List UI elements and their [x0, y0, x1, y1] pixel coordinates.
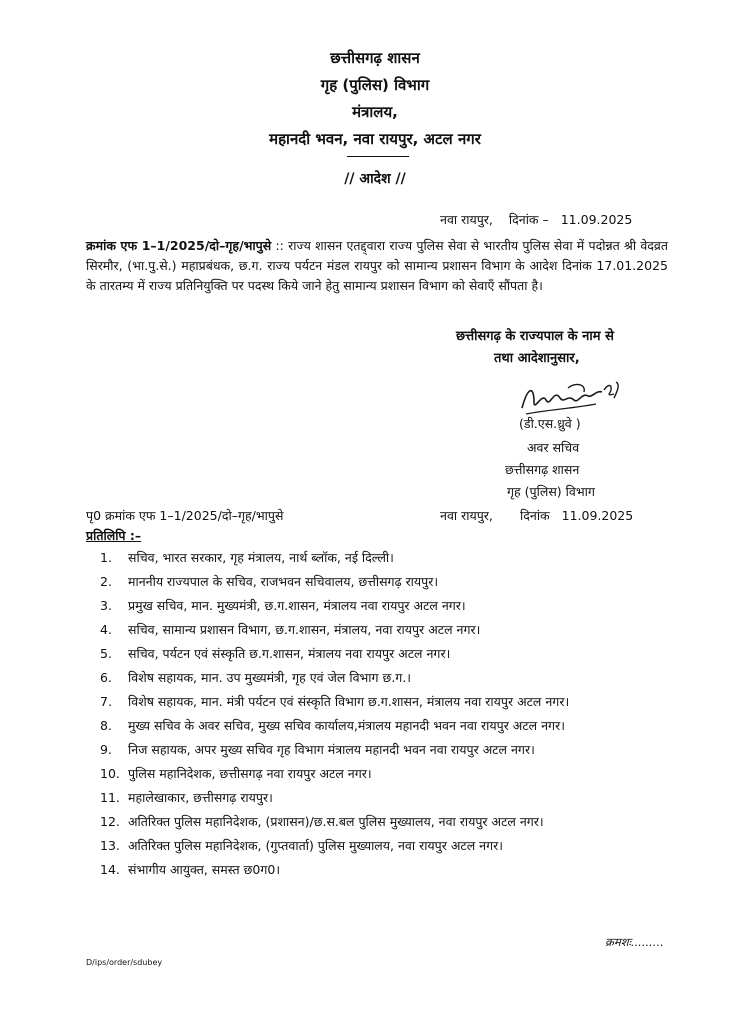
copy-recipient-list: [100, 548, 678, 884]
continued-marker: क्रमशः.........: [605, 935, 664, 949]
list-item: 9. निज सहायक, अपर मुख्य सचिव गृह विभाग मंत्रालय महानदी भवन नवा रायपुर अटल नगर।: [100, 742, 535, 757]
endorsement-place: नवा रायपुर,: [440, 508, 493, 523]
signatory-department: गृह (पुलिस) विभाग: [507, 484, 595, 499]
list-item: 6. विशेष सहायक, मान. उप मुख्यमंत्री, गृह एवं जेल विभाग छ.ग.।: [100, 670, 412, 685]
list-item: 13. अतिरिक्त पुलिस महानिदेशक, (गुप्तवार्ता) पुलिस मुख्यालय, नवा रायपुर अटल नगर।: [100, 838, 503, 853]
signatory-designation: अवर सचिव: [527, 440, 580, 455]
list-item: 5. सचिव, पर्यटन एवं संस्कृति छ.ग.शासन, मंत्रालय नवा रायपुर अटल नगर।: [100, 646, 451, 661]
governor-line-1: छत्तीसगढ़ के राज्यपाल के नाम से: [456, 329, 614, 344]
list-item: 10. पुलिस महानिदेशक, छत्तीसगढ़ नवा रायपुर अटल नगर।: [100, 766, 372, 781]
header-address: महानदी भवन, नवा रायपुर, अटल नगर: [269, 130, 481, 148]
endorsement-reference: पृ0 क्रमांक एफ 1–1/2025/दो–गृह/भापुसे: [86, 508, 284, 523]
list-item: 3. प्रमुख सचिव, मान. मुख्यमंत्री, छ.ग.शासन, मंत्रालय नवा रायपुर अटल नगर।: [100, 598, 466, 613]
dateline-date: 11.09.2025: [560, 212, 633, 227]
signatory-name: (डी.एस.ध्रुवे ): [519, 416, 581, 431]
endorsement-date: [520, 508, 641, 525]
list-item: 1. सचिव, भारत सरकार, गृह मंत्रालय, नार्थ ब्लॉक, नई दिल्ली।: [100, 550, 394, 565]
dateline-place: नवा रायपुर,: [440, 212, 493, 227]
order-text: :: राज्य शासन एतद्द्वारा राज्य पुलिस सेवा से भारतीय पुलिस सेवा में पदोन्नत श्री वेदव्रत सिरमौर, (भा.पु.से.) महाप्रबंधक, छ.ग. राज्य पर्यटन मंडल रायपुर को सामान्य प्रशासन विभाग के आदेश दिनांक 17.01.2025 के तारतम्य में राज्य प्रतिनियुक्ति पर पदस्थ किये जाने हेतु सामान्य प्रशासन विभाग को सेवाएँ सौंपता है।: [86, 238, 668, 293]
endorsement-date-value: 11.09.2025: [561, 508, 634, 523]
header-ministry: मंत्रालय,: [352, 103, 398, 121]
order-reference: क्रमांक एफ 1–1/2025/दो–गृह/भापुसे: [86, 238, 272, 253]
list-item: 4. सचिव, सामान्य प्रशासन विभाग, छ.ग.शासन, मंत्रालय, नवा रायपुर अटल नगर।: [100, 622, 481, 637]
dateline-label: दिनांक –: [508, 212, 549, 227]
governor-line-2: तथा आदेशानुसार,: [494, 351, 580, 366]
header-divider: [347, 156, 409, 157]
header-government: छत्तीसगढ़ शासन: [330, 49, 420, 67]
copy-to-heading: प्रतिलिपि :–: [86, 528, 142, 543]
file-reference: D/ips/order/sdubey: [86, 958, 163, 967]
list-item: 2. माननीय राज्यपाल के सचिव, राजभवन सचिवालय, छत्तीसगढ़ रायपुर।: [100, 574, 439, 589]
list-item: 11. महालेखाकार, छत्तीसगढ़ रायपुर।: [100, 790, 273, 805]
order-dateline: [440, 212, 640, 229]
list-item: 7. विशेष सहायक, मान. मंत्री पर्यटन एवं संस्कृति विभाग छ.ग.शासन, मंत्रालय नवा रायपुर अटल नगर।: [100, 694, 570, 709]
list-item: 8. मुख्य सचिव के अवर सचिव, मुख्य सचिव कार्यालय,मंत्रालय महानदी भवन नवा रायपुर अटल नगर।: [100, 718, 565, 733]
signatory-government: छत्तीसगढ़ शासन: [505, 462, 580, 477]
order-title: // आदेश //: [344, 171, 406, 187]
list-item: 14. संभागीय आयुक्त, समस्त छ0ग0।: [100, 862, 281, 877]
list-item: 12. अतिरिक्त पुलिस महानिदेशक, (प्रशासन)/छ.स.बल पुलिस मुख्यालय, नवा रायपुर अटल नगर।: [100, 814, 544, 829]
endorsement-date-label: दिनांक: [520, 508, 550, 523]
header-department: गृह (पुलिस) विभाग: [320, 76, 430, 94]
order-body: [86, 236, 668, 296]
